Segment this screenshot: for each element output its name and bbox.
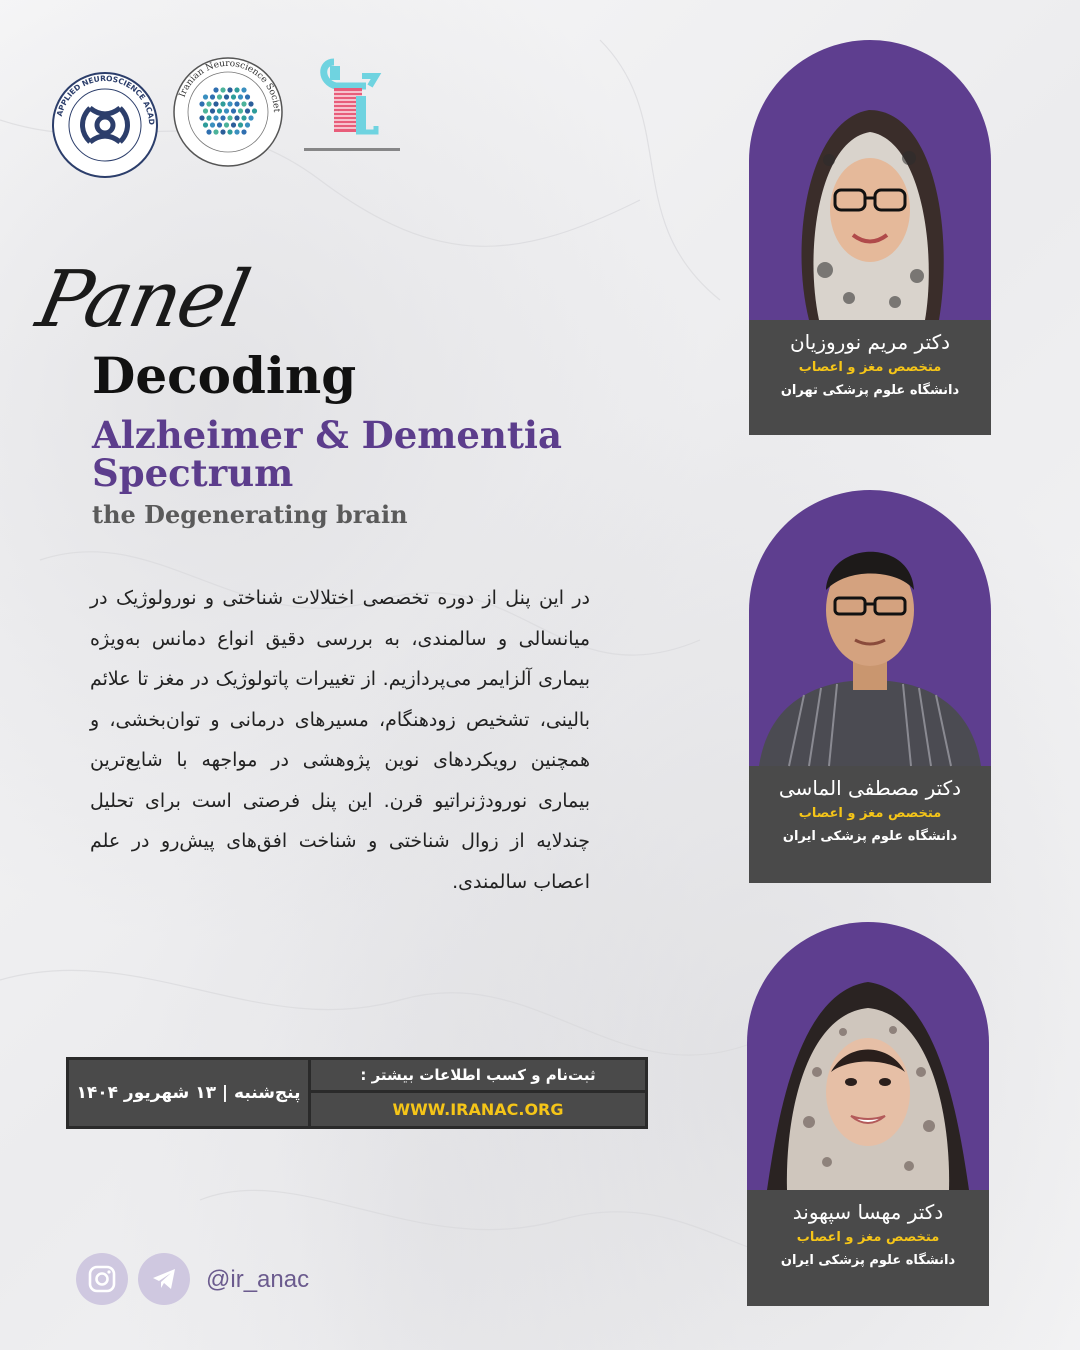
logo-dot [234,101,239,106]
logo-dot [252,108,257,113]
society-logo [172,56,284,168]
logo-dot [210,122,215,127]
logo-dot [217,108,222,113]
registration-section [311,1060,645,1126]
title-subtitle: the Degenerating brain [92,500,408,529]
logo-dot [227,129,232,134]
panel-script-text: Panel [29,253,256,345]
speaker-info-1 [749,320,991,435]
logo-dot [220,87,225,92]
logo-dot [213,129,218,134]
logo-dot [203,108,208,113]
logo-dot [206,115,211,120]
speaker-name: دکتر مصطفی الماسی [778,776,962,800]
logo-dot [217,122,222,127]
social-handle[interactable]: @ir_anac [206,1266,310,1293]
logo-dot [241,115,246,120]
logo-dot [241,129,246,134]
speaker-photo-1 [749,40,991,320]
logo-dot [206,101,211,106]
logo-dot [234,129,239,134]
speaker-card-3 [747,922,989,1306]
event-info-box [66,1057,648,1129]
description-text: در این پنل از دوره تخصصی اختلالات شناختی و نورولوژیک در میانسالی و سالمندی، به بررسی دقیق انواع دمانس به‌ویژه بیماری آلزایمر می‌پردازیم. از تغییرات پاتولوژیک در مغز تا علائم بالینی، تشخیص زودهنگام، مسیرهای درمانی و توان‌بخشی، و همچنین رویکردهای نوین پژوهشی در مواجهه با شایع‌ترین بیماری نورودژنراتیو قرن. این پنل فرصتی است برای تحلیل چندلایه از زوال شناختی و شناخت افق‌های پیش‌رو در علم اعصاب سالمندی. [90,587,590,893]
logo-dot [231,122,236,127]
logo-dot [234,115,239,120]
logo-dot [238,108,243,113]
logo-dot [213,87,218,92]
speaker-name: دکتر مریم نوروزیان [789,330,951,354]
logo-dot [199,101,204,106]
university-logo [296,56,408,164]
title-topic: Alzheimer & Dementia Spectrum [92,413,562,495]
instagram-icon[interactable] [76,1253,128,1305]
speaker-specialty: متخصص مغز و اعصاب [798,360,942,375]
telegram-icon[interactable] [138,1253,190,1305]
logo-dot [238,122,243,127]
logo-dot [217,94,222,99]
logo-dot [199,115,204,120]
speaker-name: دکتر مهسا سپهوند [792,1200,944,1224]
logo-dot [224,108,229,113]
logo-dot [220,101,225,106]
logo-dot [248,101,253,106]
logo-dot [210,108,215,113]
logo-dot [227,101,232,106]
logo-dot [231,108,236,113]
speaker-photo-2 [749,490,991,766]
logo-dot [213,101,218,106]
logo-dot [245,108,250,113]
speaker-affiliation: دانشگاه علوم پزشکی ایران [782,829,958,844]
logo-dot [241,101,246,106]
logo-dot [224,122,229,127]
title-decoding: Decoding [92,346,357,405]
logo-dot [241,87,246,92]
speaker-card-1 [749,40,991,435]
speaker-card-2 [749,490,991,883]
speaker-affiliation: دانشگاه علوم پزشکی تهران [780,383,960,398]
website-link[interactable]: WWW.IRANAC.ORG [392,1100,564,1119]
logo-dot [231,94,236,99]
academy-ring-text: APPLIED NEUROSCIENCE ACAD [54,73,157,126]
speaker-affiliation: دانشگاه علوم پزشکی ایران [780,1253,956,1268]
logo-dot [238,94,243,99]
speaker-info-3 [747,1190,989,1306]
event-date: پنج‌شنبه | ۱۳ شهریور ۱۴۰۴ [69,1060,311,1126]
logo-dot [248,115,253,120]
logo-dot [227,115,232,120]
logo-dot [220,115,225,120]
logo-dot [203,94,208,99]
speaker-info-2 [749,766,991,883]
registration-label: ثبت‌نام و کسب اطلاعات بیشتر : [311,1060,645,1093]
logo-dot [245,94,250,99]
logo-dot [234,87,239,92]
logo-dot [213,115,218,120]
logo-dot [210,94,215,99]
logo-dot [245,122,250,127]
logo-dot [227,87,232,92]
logo-dot [224,94,229,99]
logo-dot [203,122,208,127]
speaker-specialty: متخصص مغز و اعصاب [796,1230,940,1245]
society-ring-text: Iranian Neuroscience Societ [177,58,282,113]
logo-dot [220,129,225,134]
logo-dot [206,129,211,134]
speaker-photo-3 [747,922,989,1190]
speaker-specialty: متخصص مغز و اعصاب [798,806,942,821]
academy-logo [50,70,160,180]
